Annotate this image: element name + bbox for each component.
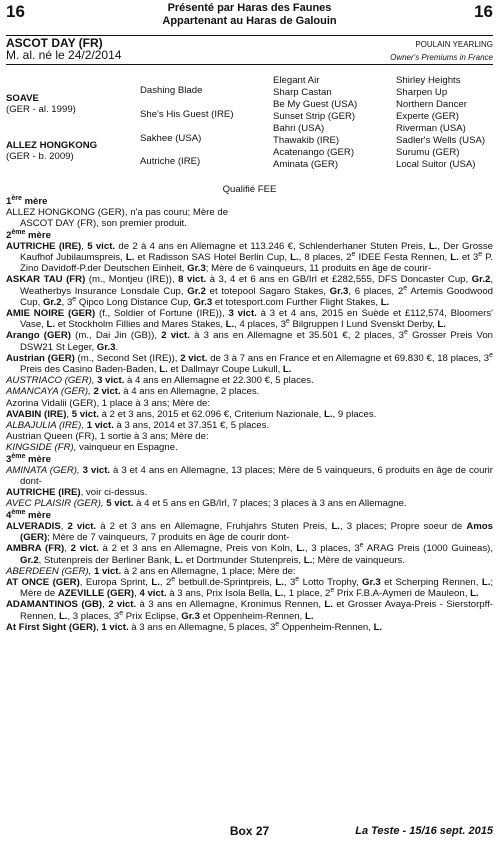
pedigree-gen4: Northern Dancer — [396, 99, 467, 110]
presenter-line-2: Appartenant au Haras de Galouin — [162, 15, 337, 27]
presenter — [0, 2, 499, 28]
lot-number-left: 16 — [6, 2, 25, 21]
sale-location-date: La Teste - 15/16 sept. 2015 — [355, 825, 493, 837]
pedigree-gen4: Riverman (USA) — [396, 123, 466, 134]
pedigree-gen3: Sharp Castan — [273, 87, 332, 98]
dam-details: (GER - b. 2009) — [6, 151, 74, 162]
pedigree-gen4: Sadler's Wells (USA) — [396, 135, 486, 146]
pedigree-gen3: Bahri (USA) — [273, 123, 325, 134]
qualification: Qualifié FEE — [222, 184, 277, 195]
owner-premiums: Owner's Premiums in France — [390, 53, 493, 62]
pedigree-notes: 1ère mère ALLEZ HONGKONG (GER), n'a pas couru; Mère de ASCOT DAY (FR), son premier produit. 2ème mère AUTRICHE (IRE), 5 vict. de 2 à 4 ans en Allemagne et 113.246 €, Schlenderhaner Stuten Preis, L., Der Grosse Kaufhof Jubilaumspreis, L. et Radisson SAS Hotel Berlin Cup, L., 8 places, 2e IDEE Festa Rennen, L. et 3e P. Zino Davidoff-P.der Deutschen Einheit, Gr.3; Mère de 6 vainqueurs, 11 produits en âge de courir- ASKAR TAU (FR) (m., Montjeu (IRE)), 8 vict. à 3, 4 et 6 ans en GB/Irl et £282,555, DFS Doncaster Cup, Gr.2, Weatherbys Insurance Lonsdale Cup, Gr.2 et totepool Sagaro Stakes, Gr.3, 6 places, 2e Artemis Goodwood Cup, Gr.2, 3e Qipco Long Distance Cup, Gr.3 et totesport.com Further Flight Stakes, L. AMIE NOIRE (GER) (f., Soldier of Fortune (IRE)), 3 vict. à 3 et 4 ans, 2015 en Suède et £112,574, Bloomers' Vase, L. et Stockholm Fillies and Mares Stakes, L., 4 places, 3e Bilgruppen I Lund Svenskt Derby, L. Arango (GER) (m., Dai Jin (GB)), 2 vict. à 3 ans en Allemagne et 35.501 €, 2 places, 3e Grosser Preis Von DSW21 St Leger, Gr.3. Austrian (GER) (m., Second Set (IRE)), 2 vict. de 3 à 7 ans en France et en Allemagne et 69.830 €, 18 places, 3e Preis des Casino Baden-Baden, L. et Dallmayr Coupe Lukull, L. AUSTRIACO (GER), 3 vict. à 4 ans en Allemagne et 22.300 €, 5 places. AMANCAYA (GER), 2 vict. à 4 ans en Allemagne, 2 places. Azorina Vidalii (GER), 1 place à 3 ans; Mère de: AVABIN (IRE), 5 vict. à 2 et 3 ans, 2015 et 62.096 €, Criterium Nazionale, L., 9 places. ALBAJULIA (IRE), 1 vict. à 3 ans, 2014 et 37.351 €, 5 places. Austrian Queen (FR), 1 sortie à 3 ans; Mère de: KINGSIDE (FR), vainqueur en Espagne. 3ème mère AMINATA (GER), 3 vict. à 3 et 4 ans en Allemagne, 13 places; Mère de 5 vainqueurs, 6 produits en âge de courir dont- AUTRICHE (IRE), voir ci-dessus. AVEC PLAISIR (GER), 5 vict. à 4 et 5 ans en GB/Irl, 7 places; 3 places à 3 ans en Allemagne. 4ème mère ALVERADIS, 2 vict. à 2 et 3 ans en Allemagne, Fruhjahrs Stuten Preis, L., 3 places; Propre soeur de Amos (GER); Mère de 7 vainqueurs, 7 produits en âge de courir dont- AMBRA (FR), 2 vict. à 2 et 3 ans en Allemagne, Preis von Koln, L., 3 places, 3e ARAG Preis (1000 Guineas), Gr.2, Stutenpreis der Berliner Bank, L. et Dortmunder Stutenpreis, L.; Mère de vainqueurs. ABERDEEN (GER), 1 vict. à 2 ans en Allemagne, 1 place; Mère de: AT ONCE (GER), Europa Sprint, L., 2e betbull.de-Sprintpreis, L., 3e Lotto Trophy, Gr.3 et Scherping Rennen, L.; Mère de AZEVILLE (GER), 4 vict. à 3 ans, Prix Isola Bella, L., 1 place, 2e Prix F.B.A-Aymeri de Mauleon, L. ADAMANTINOS (GB), 2 vict. à 3 ans en Allemagne, Kronimus Rennen, L. et Grosser Avaya-Preis - Sierstorpff-Rennen, L., 3 places, 3e Prix Eclipse, Gr.3 et Oppenheim-Rennen, L. At First Sight (GER), 1 vict. à 3 ans en Allemagne, 5 places, 3e Oppenheim-Rennen, L. — [6, 194, 494, 633]
pedigree-gen3: Acatenango (GER) — [273, 147, 355, 158]
pedigree-gen2: Dashing Blade — [140, 85, 203, 96]
pedigree-gen4: Sharpen Up — [396, 87, 448, 98]
presenter-line-1: Présenté par Haras des Faunes — [167, 2, 332, 14]
sire-name: SOAVE — [6, 93, 39, 104]
pedigree-gen3: Sunset Strip (GER) — [273, 111, 356, 122]
pedigree-gen3: Be My Guest (USA) — [273, 99, 358, 110]
dam-name: ALLEZ HONGKONG — [6, 140, 98, 151]
pedigree-gen4: Shirley Heights — [396, 75, 461, 86]
pedigree-gen3: Thawakib (IRE) — [273, 135, 340, 146]
pedigree-gen3: Elegant Air — [273, 75, 320, 86]
pedigree-gen4: Experte (GER) — [396, 111, 459, 122]
pedigree-gen2: She's His Guest (IRE) — [140, 109, 234, 120]
pedigree-gen4: Surumu (GER) — [396, 147, 460, 158]
pedigree-gen2: Sakhee (USA) — [140, 133, 202, 144]
horse-details: M. al. né le 24/2/2014 — [6, 48, 122, 62]
pedigree-rule — [6, 64, 493, 65]
horse-name: ASCOT DAY (FR) — [6, 36, 103, 50]
pedigree-gen4: Local Suitor (USA) — [396, 159, 476, 170]
pedigree-gen2: Autriche (IRE) — [140, 156, 201, 167]
horse-category: POULAIN YEARLING — [415, 40, 493, 49]
lot-number-right: 16 — [474, 2, 493, 21]
pedigree-gen3: Aminata (GER) — [273, 159, 339, 170]
box-number: Box 27 — [229, 824, 270, 838]
sire-details: (GER - al. 1999) — [6, 104, 76, 115]
